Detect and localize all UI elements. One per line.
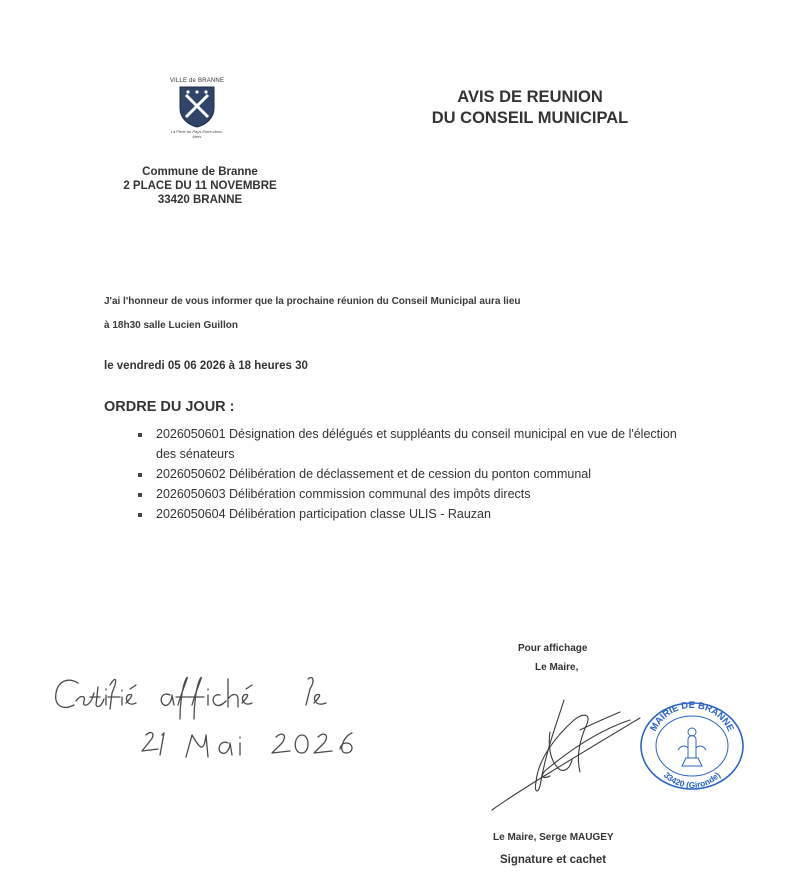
address-line-3: 33420 BRANNE xyxy=(157,194,243,206)
agenda-item xyxy=(138,424,678,464)
meeting-date: le vendredi 05 06 2026 à 18 heures 30 xyxy=(104,360,308,372)
bullet-icon xyxy=(138,513,142,517)
agenda-item xyxy=(138,484,678,504)
agenda-heading: ORDRE DU JOUR : xyxy=(104,399,235,415)
coat-of-arms-icon xyxy=(179,86,215,128)
agenda-item xyxy=(138,464,678,484)
title-line-1: AVIS DE REUNION xyxy=(457,88,603,106)
agenda-item xyxy=(138,504,678,524)
agenda-item-text: 2026050602 Délibération de déclassement et de cession du ponton communal xyxy=(156,467,592,481)
agenda-item-text: 2026050604 Délibération participation classe ULIS - Rauzan xyxy=(156,507,491,521)
logo-title: VILLE de BRANNE xyxy=(169,78,225,84)
stamp-bottom-text: 33420 (Gironde) xyxy=(661,769,723,791)
pour-affichage-label: Pour affichage xyxy=(518,643,588,654)
address-line-2: 2 PLACE DU 11 NOVEMBRE xyxy=(123,180,277,192)
commune-address xyxy=(110,165,290,207)
signature-cachet-label: Signature et cachet xyxy=(500,854,607,866)
intro-text-line-1: J'ai l'honneur de vous informer que la prochaine réunion du Conseil Municipal aura lieu xyxy=(104,296,521,307)
agenda-list xyxy=(138,424,678,524)
address-line-1: Commune de Branne xyxy=(142,166,258,178)
title-line-2: DU CONSEIL MUNICIPAL xyxy=(431,109,629,127)
intro-text-line-2: à 18h30 salle Lucien Guillon xyxy=(104,320,238,331)
mayor-signature xyxy=(480,690,650,815)
bullet-icon xyxy=(138,493,142,497)
handwritten-certification xyxy=(40,665,370,770)
logo-motto: La Perle du Pays Entre-deux-Mers xyxy=(170,129,224,139)
page-title xyxy=(390,87,670,129)
commune-logo xyxy=(168,78,226,138)
mairie-stamp xyxy=(638,700,746,792)
bullet-icon xyxy=(138,473,142,477)
bullet-icon xyxy=(138,433,142,437)
agenda-item-text: 2026050603 Délibération commission communal des impôts directs xyxy=(156,487,531,501)
stamp-top-text: MAIRIE DE BRANNE xyxy=(648,700,736,734)
mayor-name: Le Maire, Serge MAUGEY xyxy=(493,832,614,843)
agenda-item-text: 2026050601 Désignation des délégués et suppléants du conseil municipal en vue de l'élection des sénateurs xyxy=(156,427,677,461)
le-maire-label: Le Maire, xyxy=(535,662,579,673)
